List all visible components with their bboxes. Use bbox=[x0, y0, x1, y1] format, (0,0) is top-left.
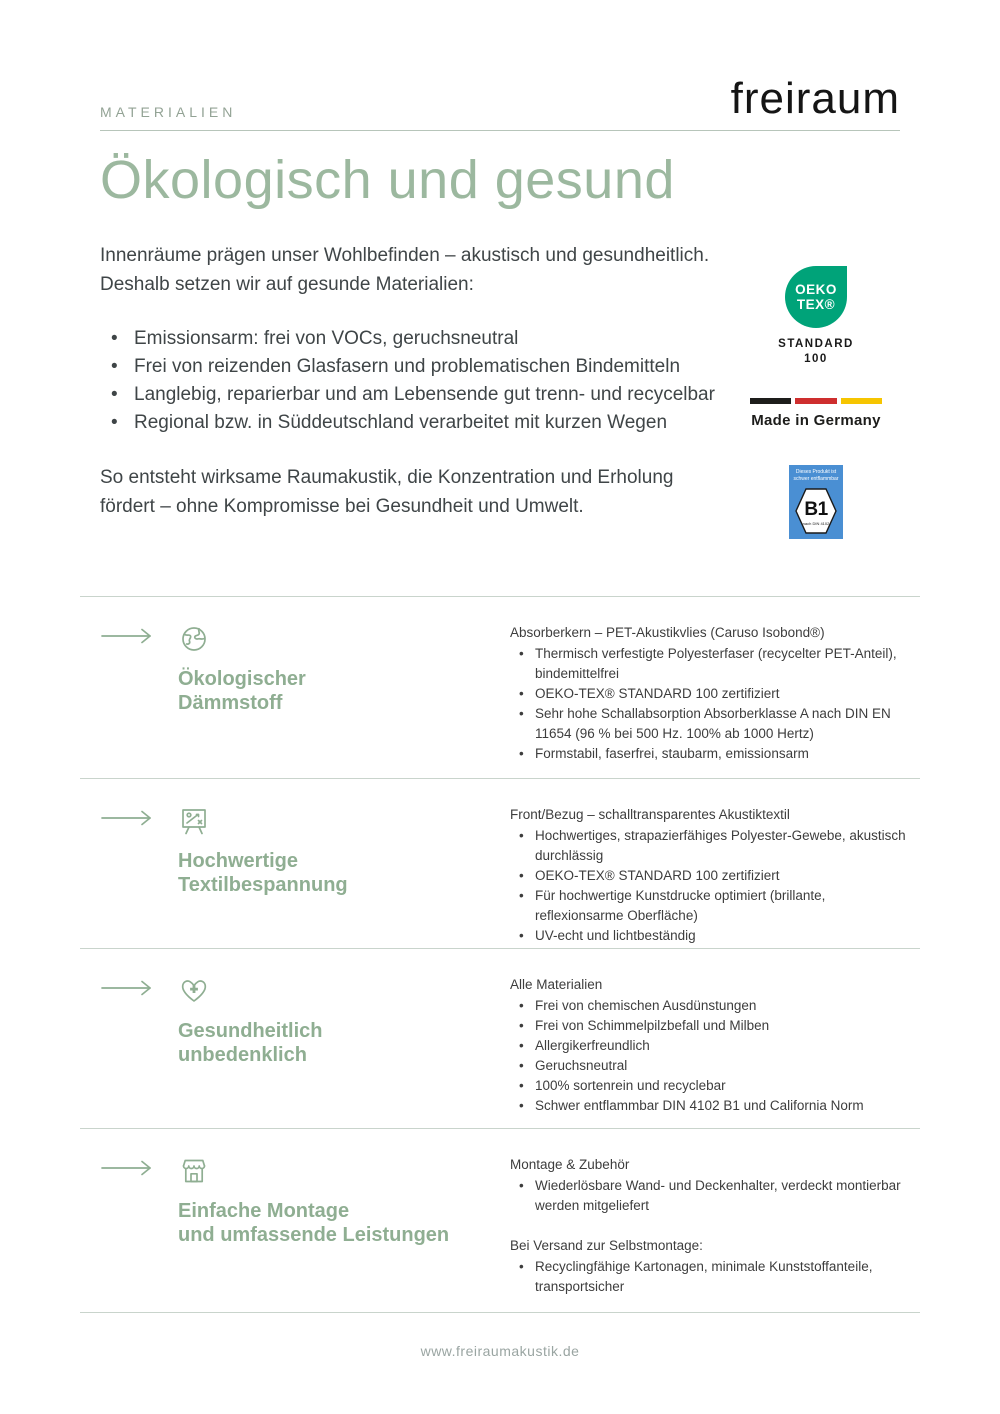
intro-bullet: • Langlebig, reparierbar und am Lebensende gut trenn- und recycelbar bbox=[100, 381, 740, 409]
b1-fire-rating-badge bbox=[789, 465, 843, 539]
oeko-tex-word: TEX® bbox=[796, 297, 836, 312]
content-bullet: • Allergikerfreundlich bbox=[510, 1036, 916, 1056]
intro-bullet: • Emissionsarm: frei von VOCs, geruchsneutral bbox=[100, 325, 740, 353]
arrow-right-icon bbox=[80, 975, 178, 1128]
content-bullet: • Hochwertiges, strapazierfähiges Polyester-Gewebe, akustisch durchlässig bbox=[510, 826, 916, 866]
section-heading: Einfache Montage und umfassende Leistungen bbox=[178, 1200, 450, 1246]
heart-plus-icon bbox=[178, 975, 210, 1007]
website-link[interactable]: www.freiraumakustik.de bbox=[420, 1343, 580, 1359]
section-oekologischer-daemmstoff bbox=[80, 596, 920, 778]
content-bullet: • Frei von chemischen Ausdünstungen bbox=[510, 996, 916, 1016]
intro-paragraph: Innenräume prägen unser Wohlbefinden – akustisch und gesundheitlich. Deshalb setzen wir auf gesunde Materialien: bbox=[100, 245, 710, 295]
content-bullet-list bbox=[510, 826, 916, 946]
storefront-icon bbox=[178, 1155, 210, 1187]
section-heading: Ökologischer Dämmstoff bbox=[178, 668, 306, 714]
certification-badges bbox=[748, 266, 884, 539]
content-bullet: • Für hochwertige Kunstdrucke optimiert (brillante, reflexionsarme Oberfläche) bbox=[510, 886, 916, 926]
content-title: Bei Versand zur Selbstmontage: bbox=[510, 1238, 703, 1253]
content-bullet: • Wiederlösbare Wand- und Deckenhalter, verdeckt montierbar werden mitgeliefert bbox=[510, 1176, 916, 1216]
intro-bullet: • Regional bzw. in Süddeutschland verarbeitet mit kurzen Wegen bbox=[100, 409, 740, 437]
header bbox=[100, 0, 900, 131]
content-title: Absorberkern – PET-Akustikvlies (Caruso Isobond®) bbox=[510, 625, 825, 640]
content-title: Front/Bezug – schalltransparentes Akustiktextil bbox=[510, 807, 790, 822]
content-bullet: • Geruchsneutral bbox=[510, 1056, 916, 1076]
eyebrow-label: MATERIALIEN bbox=[100, 104, 237, 120]
content-bullet: • Formstabil, faserfrei, staubarm, emissionsarm bbox=[510, 744, 916, 764]
content-bullet: • OEKO-TEX® STANDARD 100 zertifiziert bbox=[510, 684, 916, 704]
page-title: Ökologisch und gesund bbox=[100, 150, 675, 210]
content-bullet-list bbox=[510, 996, 916, 1116]
section-content bbox=[510, 623, 920, 778]
content-bullet: • OEKO-TEX® STANDARD 100 zertifiziert bbox=[510, 866, 916, 886]
arrow-right-icon bbox=[80, 805, 178, 948]
content-bullet: • 100% sortenrein und recyclebar bbox=[510, 1076, 916, 1096]
section-content bbox=[510, 805, 920, 948]
germany-flag-stripes-icon bbox=[750, 398, 882, 404]
content-bullet: • UV-echt und lichtbeständig bbox=[510, 926, 916, 946]
feature-sections bbox=[80, 596, 920, 1313]
content-bullet-list bbox=[510, 1176, 916, 1216]
oeko-tex-badge-icon bbox=[785, 266, 847, 328]
section-gesundheitlich-unbedenklich bbox=[80, 948, 920, 1128]
content-bullet-list bbox=[510, 1257, 916, 1297]
freiraum-logo: freiraum bbox=[730, 74, 900, 123]
content-bullet-list bbox=[510, 644, 916, 764]
closing-paragraph: So entsteht wirksame Raumakustik, die Konzentration und Erholung fördert – ohne Kompromisse bei Gesundheit und Umwelt. bbox=[100, 467, 674, 517]
made-in-germany-badge bbox=[750, 398, 882, 429]
content-bullet: • Schwer entflammbar DIN 4102 B1 und California Norm bbox=[510, 1096, 916, 1116]
made-in-germany-label: Made in Germany bbox=[751, 412, 881, 429]
b1-badge-caption: Dieses Produkt ist schwer entflammbar bbox=[793, 469, 839, 482]
globe-icon bbox=[178, 623, 210, 655]
section-heading: Hochwertige Textilbespannung bbox=[178, 850, 348, 896]
section-heading: Gesundheitlich unbedenklich bbox=[178, 1020, 323, 1066]
b1-hexagon-icon bbox=[793, 485, 839, 537]
hero-section bbox=[100, 131, 900, 596]
b1-norm-text: nach DIN 4102 bbox=[802, 521, 830, 526]
easel-icon bbox=[178, 805, 210, 837]
section-einfache-montage bbox=[80, 1128, 920, 1313]
section-content bbox=[510, 1155, 920, 1312]
content-bullet: • Sehr hohe Schallabsorption Absorberklasse A nach DIN EN 11654 (96 % bei 500 Hz. 100% ab 1000 Hertz) bbox=[510, 704, 916, 744]
arrow-right-icon bbox=[80, 623, 178, 778]
section-hochwertige-textilbespannung bbox=[80, 778, 920, 948]
b1-code: B1 bbox=[804, 499, 828, 520]
oeko-tex-caption: STANDARD 100 bbox=[778, 338, 854, 365]
arrow-right-icon bbox=[80, 1155, 178, 1312]
section-content bbox=[510, 975, 920, 1128]
content-title: Alle Materialien bbox=[510, 977, 603, 992]
footer bbox=[80, 1313, 920, 1361]
content-bullet: • Recyclingfähige Kartonagen, minimale Kunststoffanteile, transportsicher bbox=[510, 1257, 916, 1297]
intro-bullet-list bbox=[100, 325, 740, 437]
oeko-tex-word: OEKO bbox=[795, 282, 837, 297]
intro-bullet: • Frei von reizenden Glasfasern und problematischen Bindemitteln bbox=[100, 353, 740, 381]
content-bullet: • Frei von Schimmelpilzbefall und Milben bbox=[510, 1016, 916, 1036]
content-title: Montage & Zubehör bbox=[510, 1157, 630, 1172]
content-bullet: • Thermisch verfestigte Polyesterfaser (recycelter PET-Anteil), bindemittelfrei bbox=[510, 644, 916, 684]
